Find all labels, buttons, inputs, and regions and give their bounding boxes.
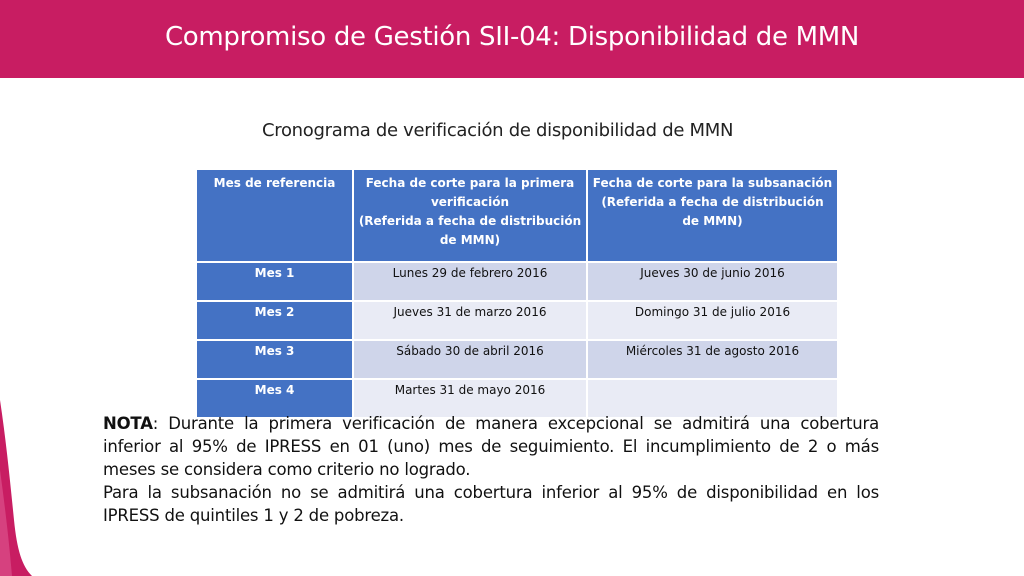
subsanacion-date: Miércoles 31 de agosto 2016 [587,340,838,379]
subsanacion-date: Jueves 30 de junio 2016 [587,262,838,301]
first-verification-date: Martes 31 de mayo 2016 [353,379,587,418]
subsanacion-date: Domingo 31 de julio 2016 [587,301,838,340]
month-cell: Mes 2 [196,301,353,340]
header-reference-month-label: Mes de referencia [213,176,336,190]
note-block [103,412,879,527]
month-cell: Mes 3 [196,340,353,379]
header-first-verification-note: (Referida a fecha de distribución de MMN) [358,214,582,247]
first-verification-date: Sábado 30 de abril 2016 [353,340,587,379]
header-subsanacion [587,169,838,262]
table-caption: Cronograma de verificación de disponibilidad de MMN [262,120,734,141]
month-cell: Mes 4 [196,379,353,418]
table-row [196,262,838,301]
note-text-1: : Durante la primera verificación de manera excepcional se admitirá una cobertura inferior al 95% de IPRESS en 01 (uno) mes de seguimiento. El incumplimiento de 2 o más meses se considera como criterio no logrado. [103,414,879,479]
note-paragraph-2: Para la subsanación no se admitirá una cobertura inferior al 95% de disponibilidad en los IPRESS de quintiles 1 y 2 de pobreza. [103,483,879,525]
header-subsanacion-label: Fecha de corte para la subsanación [592,176,833,190]
left-accent-decoration [0,0,60,576]
table-header-row [196,169,838,262]
slide-title: Compromiso de Gestión SII-04: Disponibilidad de MMN [164,22,860,52]
first-verification-date: Jueves 31 de marzo 2016 [353,301,587,340]
month-cell: Mes 1 [196,262,353,301]
schedule-table [195,168,839,419]
header-first-verification-label: Fecha de corte para la primera verificación [365,176,575,209]
table-row [196,340,838,379]
header-first-verification [353,169,587,262]
header-reference-month [196,169,353,262]
note-label: NOTA [103,414,153,433]
note-paragraph-1 [103,412,879,481]
table-row [196,301,838,340]
first-verification-date: Lunes 29 de febrero 2016 [353,262,587,301]
header-subsanacion-note: (Referida a fecha de distribución de MMN) [601,195,824,228]
